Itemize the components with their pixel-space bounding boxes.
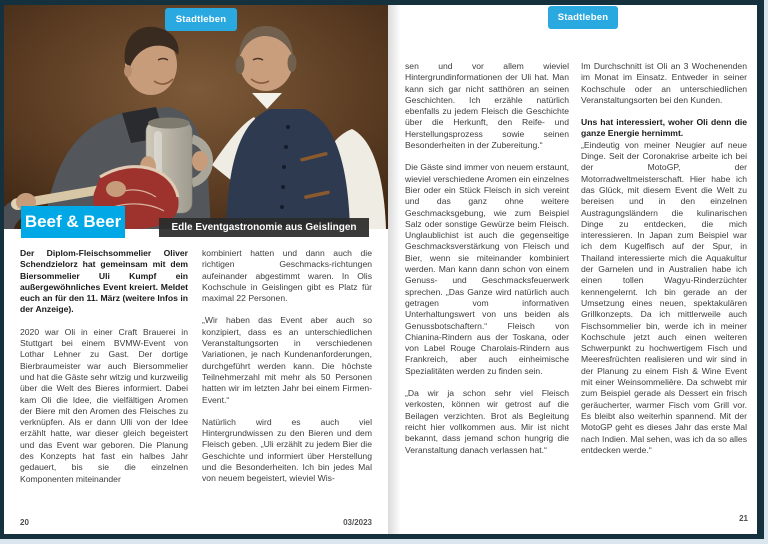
section-tab-label: Stadtleben [175,14,227,25]
page-number-right: 21 [739,514,748,523]
body-paragraph: Natürlich wird es auch viel Hintergrundwissen zu den Bieren und dem Fleisch geben. „Uli erzählt zu jedem Bier die Geschichte und informiert über Herstellung und die Besonderheiten. Ich bin jedes Mal von neuem begeistert, wieviel Wis- [202,416,372,484]
left-column-1 [20,248,188,485]
section-tab-right [548,6,618,29]
page-number-left: 20 [20,518,29,527]
photo-caption-text: Edle Eventgastronomie aus Geislingen [171,222,357,233]
section-tab-left [165,8,237,31]
body-paragraph: „Da wir ja schon sehr viel Fleisch verkosten, können wir getrost auf die Beilagen verzichten. Brot als Begleitung reicht hier vollkommen aus. Mir ist nicht bekannt, dass jemand schon hungrig die Veranstaltung danach verlassen hat.“ [405,388,569,455]
body-paragraph: Die Gäste sind immer von neuem erstaunt, wieviel verschiedene Aromen ein einzelnes Bier oder ein Stück Fleisch in sich vereint und das ganz ohne weitere Geschmacksgebung, wie zum Beispiel Salz oder sonstige Gewürze beim Fleisch. Unglaublichist ist auch die gegenseitige Geschmacksverstärkung von Fleisch und Bier, wenn sie miteinander kombiniert werden. Man kann dann schon von einem Genuss- und Geschmacksfeuerwerk sprechen. „Das Ganze wird natürlich auch getragen vom informativen Unterhaltungswert von uns beiden als Genussbotschaftern.“ Fleisch von Chianina-Rindern aus der Toskana, oder von Label Rouge Charolais-Rindern aus Frankreich, aber auch einheimische Spezialitäten werden zu finden sein. [405,162,569,376]
issue-number: 03/2023 [343,518,372,527]
hero-photo [4,5,388,229]
photo-caption-badge [159,218,369,237]
interview-subheading: Uns hat interessiert, woher Oli denn die ganze Energie hernimmt. [581,117,747,139]
frame-right-bar [757,0,764,539]
section-tab-label: Stadtleben [557,12,609,23]
hand-on-steak [106,181,126,197]
frame-bottom-bar [0,534,764,539]
right-column-2 [581,61,747,456]
photo-illustration [4,5,388,229]
frame-top-bar [0,0,764,5]
hand-on-handle [192,151,208,171]
body-paragraph: 2020 war Oli in einer Craft Brauerei in Stuttgart bei einem BVMW-Event von Lothar Lehner zu Gast. Der dortige Bierbraumeister war auch Biersommelier und hat die Gäste sehr witzig und kurzweilig über die Welt des Bieres informiert. Dabei kam Oli die Idee, die vielfältigen Aromen der Biere mit den Aromen des Fleisches zu verknüpfen. Als er dann Ulli von der Idee erzählt hatte, war dieser gleich begeistert und das Event war geboren. Die Planung des Konzepts hat fast ein halbes Jahr gedauert, bis sie die einzelnen Komponenten miteinander [20,326,188,484]
body-paragraph: kombiniert hatten und dann auch die richtigen Geschmacks-richtungen aufeinander abgestimmt waren. In Olis Kochschule in Geislingen gibt es Platz für maximal 22 Personen. [202,248,372,304]
body-paragraph: „Eindeutig von meiner Neugier auf neue Dinge. Seit der Coronakrise arbeite ich bei der MotoGP, der Motorradweltmeisterschaft. Hier habe ich das Glück, mit diesem Event die Welt zu bereisen und in den einzelnen Austragungsländern die kulinarischen Dinge zu entdecken, die mich interessieren. In Japan zum Beispiel war ich dem Kugelfisch auf der Spur, in Thailand interessierte mich die Aquakultur der Garnelen und in Australien habe ich einen tollen Wagyu-Rinderzüchter kennengelernt. Ich bin gerade an der Umsetzung eines neuen, spektakulären Grillkonzepts. Da ich mittlerweile auch Fischsommelier bin, werde ich in meiner Kochschule jetzt auch einen weiteren Schwerpunkt zu hochwertigem Fisch und Meeresfrüchten realisieren und wir sind in der Planung zu einem Fish & Wine Event mit einer Weinsommelière. Da schwebt mir zum Beispiel gerade als Dessert ein frisch geräucherter, warmer Fisch vom Grill vor. Es bleibt also weiterhin spannend. Mit der MotoGP geht es dieses Jahr das erste Mal nach Indien. Mal sehen, was ich da so alles entdecken werde.“ [581,139,747,455]
body-paragraph: „Wir haben das Event aber auch so konzipiert, dass es an unterschiedlichen Veranstaltungsorten in verschiedenen Variationen, je nach Kundenanforderungen, durchgeführt werden kann. Die höchste Teilnehmerzahl mit mehr als 50 Personen hatten wir im letzten Jahr bei einem Firmen-Event.“ [202,315,372,405]
right-column-1 [405,61,569,456]
intro-paragraph: Der Diplom-Fleischsommelier Oliver Schendzielorz hat gemeinsam mit dem Biersommelier Uli Kumpf ein außergewöhnliches Event kreiert. Meldet euch an für den 11. März (weitere Infos in der Anzeige). [20,248,188,315]
body-paragraph: Im Durchschnitt ist Oli an 3 Wochenenden im Monat im Einsatz. Entweder in seiner Kochschule oder an unterschiedlichen Veranstaltungsorten bei den Kunden. [581,61,747,105]
spine-shadow [388,5,401,534]
left-column-2 [202,248,372,485]
frame-left-bar [0,0,4,539]
article-title: Beef & Beer [24,212,122,231]
title-badge [21,206,125,238]
body-paragraph: sen und vor allem wieviel Hintergrundinformationen der Uli hat. Man kann sich gar nicht satthören an seinen Geschichten. Ich erzähle natürlich ebenfalls zu jedem Fleisch die Geschichte über die Herkunft, den Reife- und Herstellungsprozess sowie seinen Besonderheiten in der Zubereitung.“ [405,61,569,151]
